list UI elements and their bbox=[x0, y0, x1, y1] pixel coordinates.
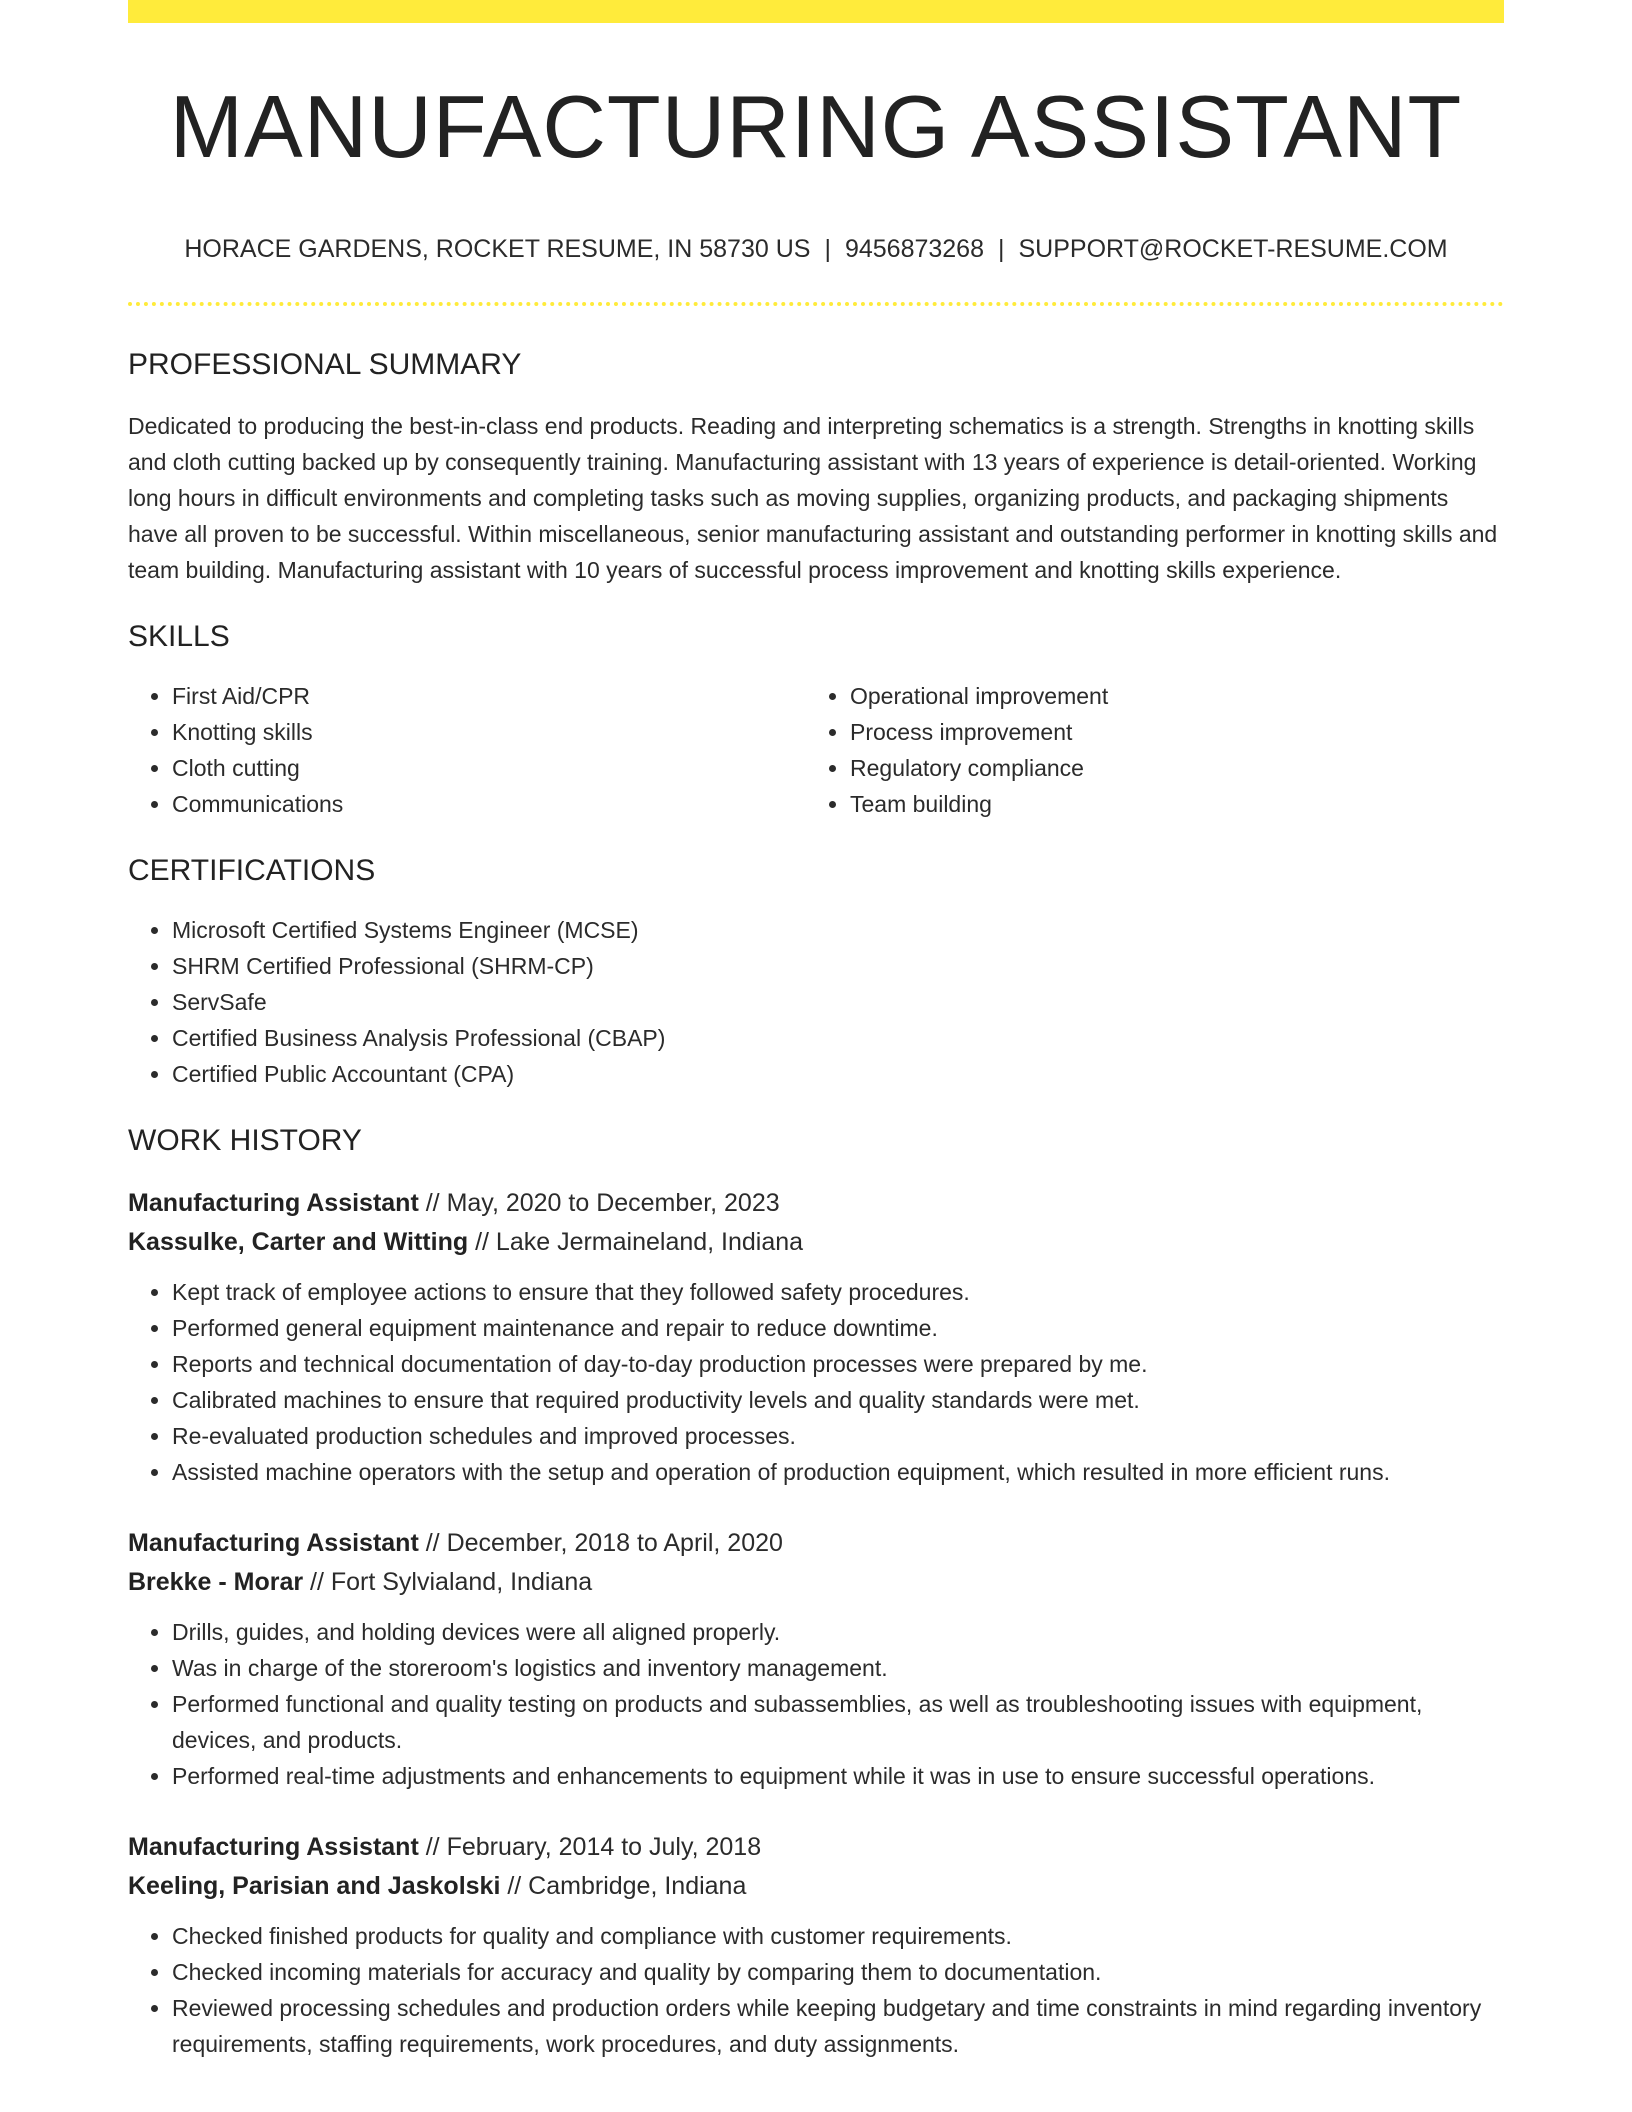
job-bullets bbox=[128, 1614, 1504, 1794]
skills-column-left bbox=[128, 678, 806, 822]
skill-item: • Knotting skills bbox=[172, 714, 806, 750]
skill-item: • First Aid/CPR bbox=[172, 678, 806, 714]
job-title-line bbox=[128, 1524, 1504, 1563]
job-bullet: • Kept track of employee actions to ensure that they followed safety procedures. bbox=[172, 1274, 1504, 1310]
resume-page bbox=[128, 0, 1504, 2062]
skills-column-right bbox=[806, 678, 1484, 822]
certification-item: • SHRM Certified Professional (SHRM-CP) bbox=[172, 948, 1504, 984]
job-bullet: • Assisted machine operators with the setup and operation of production equipment, which resulted in more efficient runs. bbox=[172, 1454, 1504, 1490]
accent-top-bar bbox=[128, 0, 1504, 23]
job-title: Manufacturing Assistant bbox=[128, 1529, 419, 1557]
job-title: Manufacturing Assistant bbox=[128, 1189, 419, 1217]
certification-item: • Certified Public Accountant (CPA) bbox=[172, 1056, 1504, 1092]
job-entry bbox=[128, 1184, 1504, 1490]
certification-item: • ServSafe bbox=[172, 984, 1504, 1020]
job-bullet: • Performed general equipment maintenance and repair to reduce downtime. bbox=[172, 1310, 1504, 1346]
job-company: Brekke - Morar bbox=[128, 1568, 304, 1596]
dotted-divider bbox=[128, 302, 1504, 306]
job-company-line bbox=[128, 1867, 1504, 1906]
job-entry bbox=[128, 1524, 1504, 1794]
job-dates: // December, 2018 to April, 2020 bbox=[425, 1529, 783, 1557]
job-dates: // February, 2014 to July, 2018 bbox=[425, 1833, 762, 1861]
skill-item: • Regulatory compliance bbox=[850, 750, 1484, 786]
job-title: Manufacturing Assistant bbox=[128, 1833, 419, 1861]
skills-section bbox=[128, 622, 1504, 822]
skill-item: • Team building bbox=[850, 786, 1484, 822]
contact-line bbox=[128, 237, 1504, 262]
job-bullet: • Performed functional and quality testing on products and subassemblies, as well as troubleshooting issues with equipment, devices, and products. bbox=[172, 1686, 1504, 1758]
job-title-line bbox=[128, 1828, 1504, 1867]
certifications-section bbox=[128, 856, 1504, 1092]
job-location: // Fort Sylvialand, Indiana bbox=[310, 1568, 593, 1596]
contact-separator: | bbox=[824, 235, 831, 263]
job-company: Kassulke, Carter and Witting bbox=[128, 1228, 469, 1256]
contact-email: SUPPORT@ROCKET-RESUME.COM bbox=[1018, 235, 1448, 263]
work-history-section bbox=[128, 1126, 1504, 2062]
job-bullets bbox=[128, 1274, 1504, 1490]
job-location: // Lake Jermaineland, Indiana bbox=[475, 1228, 804, 1256]
job-entry bbox=[128, 1828, 1504, 2062]
summary-section bbox=[128, 350, 1504, 588]
job-title-line bbox=[128, 1184, 1504, 1223]
skills-columns bbox=[128, 678, 1504, 822]
certification-item: • Certified Business Analysis Professional (CBAP) bbox=[172, 1020, 1504, 1056]
job-dates: // May, 2020 to December, 2023 bbox=[425, 1189, 780, 1217]
job-company: Keeling, Parisian and Jaskolski bbox=[128, 1872, 501, 1900]
job-company-line bbox=[128, 1563, 1504, 1602]
contact-address: HORACE GARDENS, ROCKET RESUME, IN 58730 US bbox=[184, 235, 811, 263]
job-company-line bbox=[128, 1223, 1504, 1262]
contact-separator: | bbox=[998, 235, 1005, 263]
certification-item: • Microsoft Certified Systems Engineer (MCSE) bbox=[172, 912, 1504, 948]
job-bullet: • Re-evaluated production schedules and improved processes. bbox=[172, 1418, 1504, 1454]
skills-heading: SKILLS bbox=[128, 620, 230, 653]
job-bullet: • Reviewed processing schedules and production orders while keeping budgetary and time constraints in mind regarding inventory requirements, staffing requirements, work procedures, and duty assignments. bbox=[172, 1990, 1504, 2062]
skill-item: • Communications bbox=[172, 786, 806, 822]
job-bullet: • Calibrated machines to ensure that required productivity levels and quality standards were met. bbox=[172, 1382, 1504, 1418]
job-bullet: • Drills, guides, and holding devices were all aligned properly. bbox=[172, 1614, 1504, 1650]
certifications-list bbox=[128, 912, 1504, 1092]
job-bullet: • Checked finished products for quality and compliance with customer requirements. bbox=[172, 1918, 1504, 1954]
job-bullet: • Checked incoming materials for accuracy and quality by comparing them to documentation. bbox=[172, 1954, 1504, 1990]
job-bullet: • Was in charge of the storeroom's logistics and inventory management. bbox=[172, 1650, 1504, 1686]
job-bullets bbox=[128, 1918, 1504, 2062]
job-bullet: • Performed real-time adjustments and enhancements to equipment while it was in use to ensure successful operations. bbox=[172, 1758, 1504, 1794]
summary-text: Dedicated to producing the best-in-class end products. Reading and interpreting schematics is a strength. Strengths in knotting skills and cloth cutting backed up by consequently training. Manufacturing assistant with 13 years of experience is detail-oriented. Working long hours in difficult environments and completing tasks such as moving supplies, organizing products, and packaging shipments have all proven to be successful. Within miscellaneous, senior manufacturing assistant and outstanding performer in knotting skills and team building. Manufacturing assistant with 10 years of successful process improvement and knotting skills experience. bbox=[128, 413, 1498, 583]
job-bullet: • Reports and technical documentation of day-to-day production processes were prepared by me. bbox=[172, 1346, 1504, 1382]
skill-item: • Process improvement bbox=[850, 714, 1484, 750]
skill-item: • Operational improvement bbox=[850, 678, 1484, 714]
skill-item: • Cloth cutting bbox=[172, 750, 806, 786]
contact-phone: 9456873268 bbox=[844, 235, 984, 263]
certifications-heading: CERTIFICATIONS bbox=[128, 854, 376, 887]
work-history-heading: WORK HISTORY bbox=[128, 1124, 362, 1157]
resume-name: MANUFACTURING ASSISTANT bbox=[169, 77, 1463, 176]
job-location: // Cambridge, Indiana bbox=[507, 1872, 747, 1900]
summary-heading: PROFESSIONAL SUMMARY bbox=[128, 348, 522, 381]
